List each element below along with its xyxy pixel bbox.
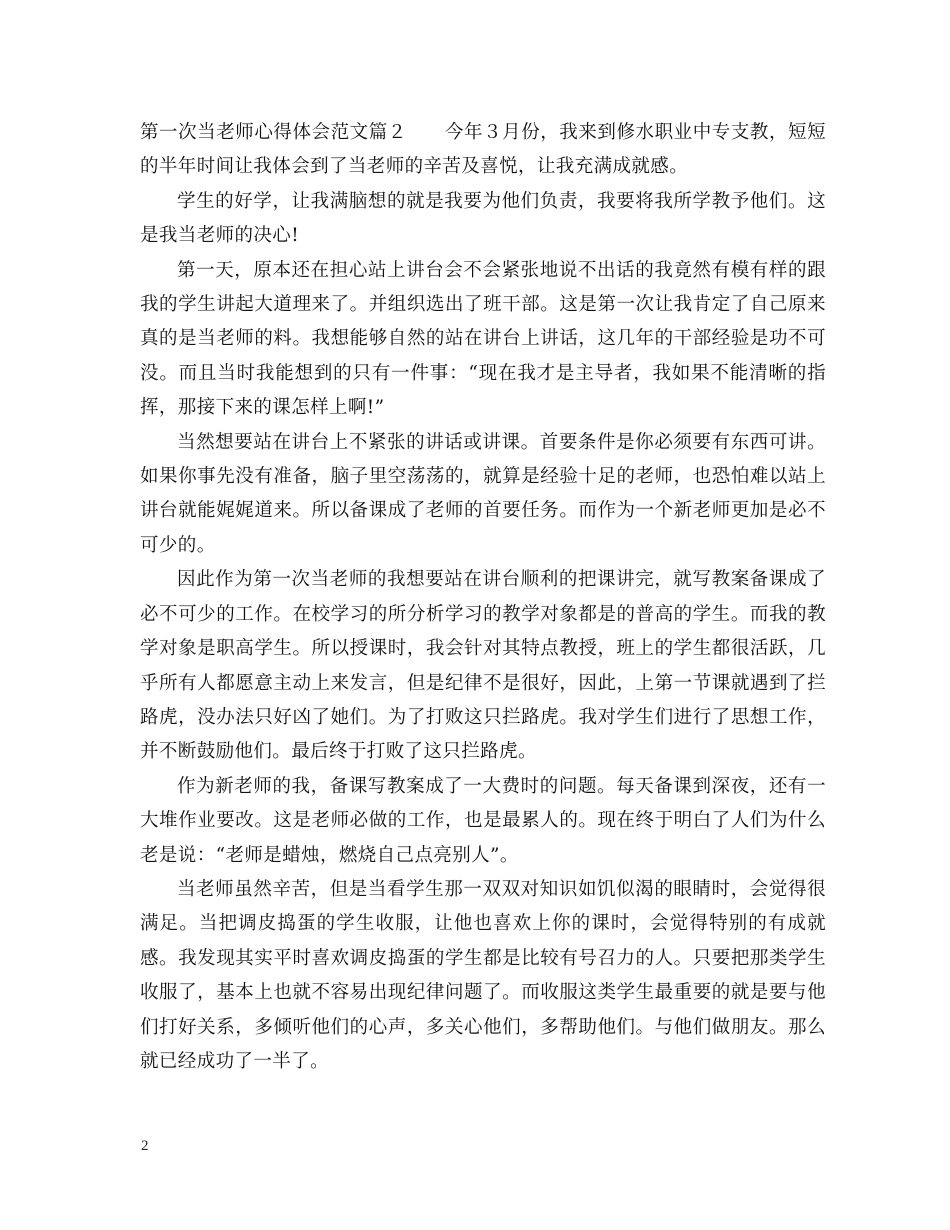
inline-heading: 第一次当老师心得体会范文篇２ <box>140 122 407 143</box>
paragraph-6: 作为新老师的我，备课写教案成了一大费时的问题。每天备课到深夜，还有一大堆作业要改。这是老师必做的工作，也是最累人的。现在终于明白了人们为什么老是说：“老师是蜡烛，燃烧自己点亮别人”。 <box>140 775 826 866</box>
document-body <box>140 116 826 1079</box>
paragraph-1-text: 今年３月份，我来到修水职业中专支教，短短的半年时间让我体会到了当老师的辛苦及喜悦，让我充满成就感。 <box>140 122 826 178</box>
paragraph-5: 因此作为第一次当老师的我想要站在讲台顺利的把课讲完，就写教案备课成了必不可少的工作。在校学习的所分析学习的教学对象都是的普高的学生。而我的教学对象是职高学生。所以授课时，我会针对其特点教授，班上的学生都很活跃，几乎所有人都愿意主动上来发言，但是纪律不是很好，因此，上第一节课就遇到了拦路虎，没办法只好凶了她们。为了打败这只拦路虎。我对学生们进行了思想工作，并不断鼓励他们。最后终于打败了这只拦路虎。 <box>140 569 826 763</box>
paragraph-7: 当老师虽然辛苦，但是当看学生那一双双对知识如饥似渴的眼睛时，会觉得很满足。当把调皮捣蛋的学生收服，让他也喜欢上你的课时，会觉得特别的有成就感。我发现其实平时喜欢调皮捣蛋的学生都是比较有号召力的人。只要把那类学生收服了，基本上也就不容易出现纪律问题了。而收服这类学生最重要的就是要与他们打好关系，多倾听他们的心声，多关心他们，多帮助他们。与他们做朋友。那么就已经成功了一半了。 <box>140 878 826 1072</box>
page-number: 2 <box>141 1138 149 1154</box>
paragraph-4: 当然想要站在讲台上不紧张的讲话或讲课。首要条件是你必须要有东西可讲。如果你事先没有准备，脑子里空荡荡的，就算是经验十足的老师，也恐怕难以站上讲台就能娓娓道来。所以备课成了老师的首要任务。而作为一个新老师更加是必不可少的。 <box>140 431 826 556</box>
paragraph-2: 学生的好学，让我满脑想的就是我要为他们负责，我要将我所学教予他们。这是我当老师的决心! <box>140 190 826 247</box>
first-paragraph <box>140 116 826 185</box>
paragraph-3: 第一天，原本还在担心站上讲台会不会紧张地说不出话的我竟然有模有样的跟我的学生讲起大道理来了。并组织选出了班干部。这是第一次让我肯定了自己原来真的是当老师的料。我想能够自然的站在讲台上讲话，这几年的干部经验是功不可没。而且当时我能想到的只有一件事：“现在我才是主导者，我如果不能清晰的指挥，那接下来的课怎样上啊!” <box>140 259 826 419</box>
